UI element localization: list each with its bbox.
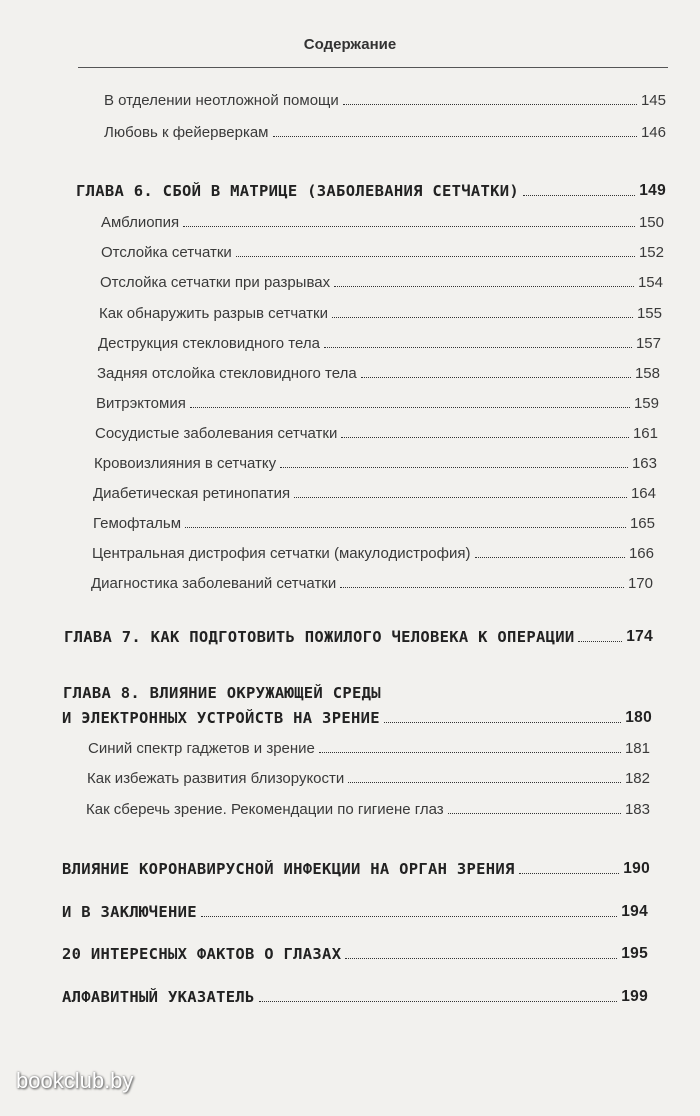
- toc-entry-label: Любовь к фейерверкам: [104, 124, 269, 141]
- toc-entry-label: Отслойка сетчатки: [101, 244, 232, 261]
- toc-entry-label: Гемофтальм: [93, 515, 182, 532]
- chapter-page: 174: [626, 628, 653, 645]
- dot-leader: [183, 226, 635, 227]
- chapter-8-title-line1: ГЛАВА 8. ВЛИЯНИЕ ОКРУЖАЮЩЕЙ СРЕДЫ: [63, 684, 381, 702]
- section-title: ВЛИЯНИЕ КОРОНАВИРУСНОЙ ИНФЕКЦИИ НА ОРГАН ЗРЕНИЯ: [62, 860, 515, 878]
- dot-leader: [384, 722, 621, 723]
- toc-entry-label: В отделении неотложной помощи: [104, 92, 339, 109]
- toc-entry: [99, 305, 662, 322]
- toc-entry-label: Задняя отслойка стекловидного тела: [97, 365, 357, 382]
- toc-entry-label: Амблиопия: [101, 214, 180, 231]
- section-page: 195: [621, 945, 648, 962]
- toc-entry: [88, 740, 650, 757]
- toc-entry-label: Кровоизлияния в сетчатку: [94, 455, 277, 472]
- section-page: 194: [621, 903, 648, 920]
- toc-entry-page: 152: [638, 244, 664, 261]
- dot-leader: [343, 104, 637, 105]
- chapter-7-heading: [64, 628, 653, 646]
- toc-entry-page: 150: [638, 214, 664, 231]
- toc-entry-label: Как обнаружить разрыв сетчатки: [99, 305, 328, 322]
- page-header: Содержание: [303, 36, 397, 53]
- toc-entry: [91, 575, 653, 592]
- chapter-6-heading: [76, 182, 666, 200]
- section-title: И В ЗАКЛЮЧЕНИЕ: [62, 903, 197, 921]
- toc-entry-page: 166: [628, 545, 654, 562]
- dot-leader: [280, 467, 628, 468]
- toc-entry: [97, 365, 660, 382]
- watermark: bookclub.by: [16, 1068, 134, 1093]
- section-page: 199: [621, 988, 648, 1005]
- toc-entry-page: 165: [629, 515, 655, 532]
- dot-leader: [341, 437, 629, 438]
- toc-entry-page: 161: [632, 425, 658, 442]
- dot-leader: [319, 752, 621, 753]
- toc-entry: [100, 274, 663, 291]
- dot-leader: [340, 587, 624, 588]
- dot-leader: [475, 557, 625, 558]
- toc-entry-page: 146: [640, 124, 666, 141]
- dot-leader: [334, 286, 634, 287]
- toc-entry-page: 155: [636, 305, 662, 322]
- toc-entry-label: Витрэктомия: [96, 395, 186, 412]
- toc-entry-page: 145: [640, 92, 666, 109]
- dot-leader: [236, 256, 635, 257]
- toc-entry-label: Синий спектр гаджетов и зрение: [88, 740, 315, 757]
- toc-entry: [93, 515, 655, 532]
- dot-leader: [332, 317, 633, 318]
- dot-leader: [448, 813, 621, 814]
- toc-entry-page: 164: [630, 485, 656, 502]
- chapter-title: И ЭЛЕКТРОННЫХ УСТРОЙСТВ НА ЗРЕНИЕ: [62, 709, 380, 727]
- toc-entry-label: Как избежать развития близорукости: [87, 770, 345, 787]
- toc-entry: [98, 335, 661, 352]
- dot-leader: [324, 347, 632, 348]
- section-heading: [62, 945, 648, 963]
- dot-leader: [519, 873, 620, 874]
- toc-entry-label: Центральная дистрофия сетчатки (макулодистрофия): [92, 545, 471, 562]
- toc-entry: [95, 425, 658, 442]
- toc-entry-label: Сосудистые заболевания сетчатки: [95, 425, 338, 442]
- toc-entry-label: Отслойка сетчатки при разрывах: [100, 274, 331, 291]
- header-rule: [78, 67, 668, 68]
- chapter-title: ГЛАВА 7. КАК ПОДГОТОВИТЬ ПОЖИЛОГО ЧЕЛОВЕКА К ОПЕРАЦИИ: [64, 628, 575, 646]
- dot-leader: [273, 136, 637, 137]
- toc-entry-page: 170: [627, 575, 653, 592]
- dot-leader: [345, 958, 617, 959]
- dot-leader: [190, 407, 630, 408]
- dot-leader: [259, 1001, 618, 1002]
- toc-entry: [101, 244, 664, 261]
- section-heading: [62, 860, 650, 878]
- dot-leader: [201, 916, 617, 917]
- toc-entry-page: 159: [633, 395, 659, 412]
- chapter-8-heading: [62, 709, 652, 727]
- dot-leader: [185, 527, 626, 528]
- toc-entry: [104, 92, 666, 109]
- toc-entry: [94, 455, 657, 472]
- dot-leader: [578, 641, 622, 642]
- toc-entry: [93, 485, 656, 502]
- toc-entry-page: 154: [637, 274, 663, 291]
- dot-leader: [294, 497, 627, 498]
- toc-entry-page: 157: [635, 335, 661, 352]
- dot-leader: [348, 782, 621, 783]
- dot-leader: [361, 377, 631, 378]
- toc-entry-page: 182: [624, 770, 650, 787]
- toc-entry: [104, 124, 666, 141]
- chapter-title: ГЛАВА 6. СБОЙ В МАТРИЦЕ (ЗАБОЛЕВАНИЯ СЕТЧАТКИ): [76, 182, 520, 200]
- toc-entry-page: 158: [634, 365, 660, 382]
- toc-entry-label: Деструкция стекловидного тела: [98, 335, 320, 352]
- chapter-page: 149: [639, 182, 666, 199]
- section-page: 190: [623, 860, 650, 877]
- toc-entry-label: Диабетическая ретинопатия: [93, 485, 291, 502]
- toc-entry-label: Диагностика заболеваний сетчатки: [91, 575, 337, 592]
- section-title: АЛФАВИТНЫЙ УКАЗАТЕЛЬ: [62, 988, 255, 1006]
- toc-entry: [86, 801, 650, 818]
- section-title: 20 ИНТЕРЕСНЫХ ФАКТОВ О ГЛАЗАХ: [62, 945, 342, 963]
- toc-entry: [87, 770, 650, 787]
- toc-entry: [101, 214, 664, 231]
- toc-entry-page: 183: [624, 801, 650, 818]
- toc-entry: [92, 545, 654, 562]
- section-heading: [62, 988, 648, 1006]
- toc-entry: [96, 395, 659, 412]
- toc-entry-label: Как сберечь зрение. Рекомендации по гигиене глаз: [86, 801, 444, 818]
- dot-leader: [523, 195, 635, 196]
- chapter-page: 180: [625, 709, 652, 726]
- toc-entry-page: 163: [631, 455, 657, 472]
- section-heading: [62, 903, 648, 921]
- toc-entry-page: 181: [624, 740, 650, 757]
